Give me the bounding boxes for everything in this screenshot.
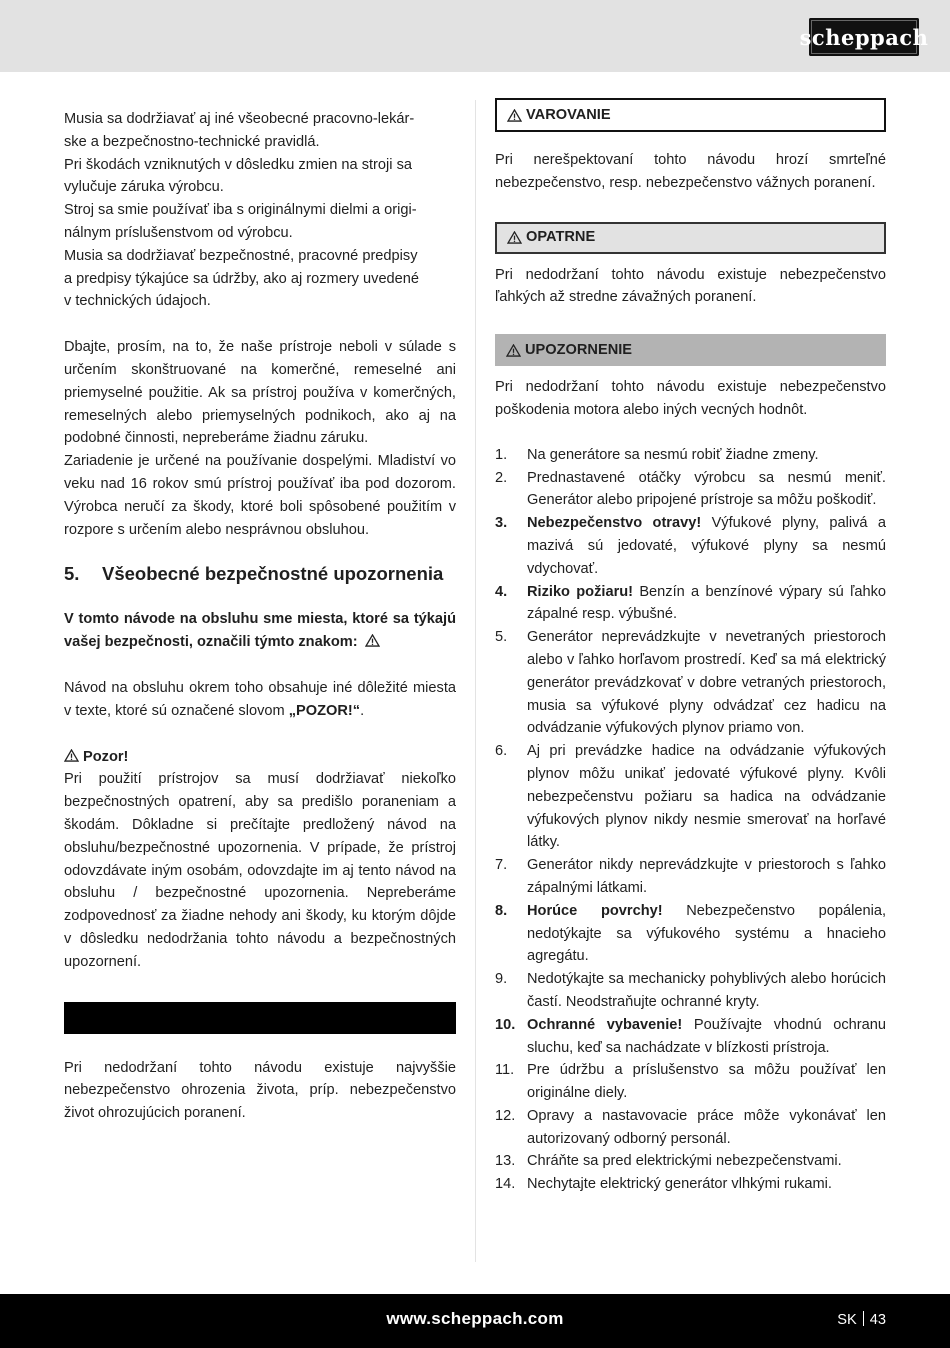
notice-signal-box [495, 334, 886, 366]
column-divider [475, 100, 476, 1262]
safety-list [495, 444, 886, 1196]
intro-line: nálnym príslušenstvom od výrobcu. [64, 224, 293, 241]
separator [863, 1311, 864, 1326]
intro-line: Stroj sa smie používať iba s originálnymi dielmi a origi- [64, 202, 417, 219]
caution-text: Pri nedodržaní tohto návodu existuje nebezpečenstvo ľahkých až stredne závažných poranení. [495, 266, 886, 306]
warning-signal-box [495, 98, 886, 132]
item-lead: Horúce povrchy! [527, 902, 663, 919]
list-item [495, 740, 886, 854]
notice-text: Pri nedodržaní tohto návodu existuje nebezpečenstvo poškodenia motora alebo iných vecných hodnôt. [495, 379, 886, 418]
warning-text: Pri nerešpektovaní tohto návodu hrozí smrteľné nebezpečenstvo, resp. nebezpečenstvo vážnych poranení. [495, 152, 886, 191]
item-text [527, 900, 886, 968]
list-item [495, 1105, 886, 1151]
item-text [527, 467, 886, 513]
item-text [527, 1173, 886, 1196]
item-text [527, 1105, 886, 1151]
marked-intro [64, 608, 456, 654]
intro-line: a predpisy týkajúce sa údržby, ako aj rozmery uvedené [64, 270, 420, 287]
section-title: Všeobecné bezpečnostné upozornenia [102, 563, 444, 585]
item-body: Opravy a nastavovacie práce môže vykonávať len autorizovaný odborný personál. [527, 1107, 886, 1147]
intro-line: ske a bezpečnostno-technické pravidlá. [64, 133, 320, 150]
item-number: 1. [495, 446, 508, 463]
section-number: 5. [64, 563, 80, 585]
footer-bar [0, 1294, 950, 1348]
item-text [527, 581, 886, 627]
list-item [495, 626, 886, 740]
item-number: 11. [495, 1062, 515, 1079]
pozor-heading [64, 746, 456, 769]
pozor-heading-text: Pozor! [83, 748, 129, 765]
notice-label: UPOZORNENIE [525, 341, 633, 358]
list-item [495, 1014, 886, 1060]
intro-line: vylučuje záruka výrobcu. [64, 179, 224, 196]
left-column [64, 108, 456, 1125]
item-body: Na generátore sa nesmú robiť žiadne zmeny. [527, 446, 819, 463]
list-item [495, 1059, 886, 1105]
website-link[interactable]: www.scheppach.com [386, 1309, 564, 1328]
item-body: Generátor nikdy neprevádzkujte v priestoroch s ľahko zápalnými látkami. [527, 857, 886, 896]
item-body: Generátor neprevádzkujte v nevetraných priestoroch alebo v ľahko horľavom prostredí. Keď sa má elektrický generátor prevádzkovať v dobre vetraných priestoroch, musia sa výfukové plyny odvádzať cez hadicu na odvádzanie výfukových plynov priamo von. [527, 629, 886, 737]
other-text-end: . [360, 702, 365, 719]
item-number: 6. [495, 743, 508, 760]
list-item [495, 512, 886, 580]
item-number: 9. [495, 971, 508, 988]
warning-triangle-icon [507, 231, 522, 244]
item-number: 3. [495, 515, 508, 532]
warning-triangle-icon [506, 344, 521, 357]
page-number: 43 [869, 1312, 886, 1328]
item-number: 2. [495, 469, 508, 486]
list-item [495, 900, 886, 968]
item-text [527, 444, 886, 467]
warning-triangle-icon [64, 749, 79, 762]
item-lead: Ochranné vybavenie! [527, 1016, 683, 1033]
language-code: SK [837, 1312, 857, 1328]
item-text [527, 1059, 886, 1105]
item-text [527, 1014, 886, 1060]
usage-paragraph: Dbajte, prosím, na to, že naše prístroje neboli v súlade s určením skonštruované na komerčné, remeselné ani priemyselné použitie. Ak sa prístroj používa v komerčných, remeselných alebo priemyselných podnikoch, ako aj na podobné činnosti, nepreberáme žiadnu záruku. [64, 339, 456, 447]
item-text [527, 1150, 886, 1173]
list-item [495, 444, 886, 467]
item-text [527, 512, 886, 580]
intro-line: Musia sa dodržiavať aj iné všeobecné pracovno-lekár- [64, 111, 415, 127]
pozor-keyword: „POZOR!“ [288, 702, 361, 719]
warning-label: VAROVANIE [526, 106, 611, 123]
item-body: Aj pri prevádzke hadice na odvádzanie výfukových plynov môžu unikať jedovaté výfukové plyny. Kvôli nebezpečenstvu požiaru sa hadica na odvádzanie výfukových plynov nikdy nesmie smerovať na horľavé látky. [527, 743, 886, 851]
scheppach-logo: scheppach [809, 18, 919, 56]
item-text [527, 968, 886, 1014]
other-text-paragraph [64, 677, 456, 723]
other-text: Návod na obsluhu okrem toho obsahuje iné dôležité miesta v texte, ktoré sú označené slovom [64, 679, 456, 719]
caution-label: OPATRNE [526, 229, 596, 246]
list-item [495, 581, 886, 627]
item-body: Výfukové plyny, palivá a mazivá sú jedovaté, výfukové plyny sa nesmú vdychovať. [527, 515, 886, 577]
item-body: Chráňte sa pred elektrickými nebezpečenstvami. [527, 1153, 842, 1170]
item-number: 13. [495, 1153, 516, 1170]
adults-paragraph: Zariadenie je určené na používanie dospelými. Mladiství vo veku nad 16 rokov smú prístroj používať iba pod dozorom. Výrobca neručí za škody, ktoré boli spôsobené použitím v rozpore s určením alebo nesprávnou obsluhou. [64, 453, 456, 538]
item-text [527, 626, 886, 740]
list-item [495, 467, 886, 513]
item-body: Nebezpečenstvo popálenia, nedotýkajte sa výfukového systému a hnacieho agregátu. [527, 902, 886, 965]
intro-line: Musia sa dodržiavať bezpečnostné, pracovné predpisy [64, 247, 418, 264]
list-item [495, 1173, 886, 1196]
right-column [495, 108, 886, 1196]
item-number: 7. [495, 857, 508, 874]
section-heading [64, 563, 456, 585]
item-number: 5. [495, 629, 508, 646]
list-item [495, 968, 886, 1014]
item-body: Používajte vhodnú ochranu sluchu, keď sa nachádzate v blízkosti prístroja. [527, 1016, 886, 1056]
item-number: 4. [495, 583, 508, 600]
item-lead: Riziko požiaru! [527, 583, 634, 600]
danger-signal-box [64, 1002, 456, 1034]
intro-line: Pri škodách vzniknutých v dôsledku zmien na stroji sa [64, 156, 412, 173]
item-text [527, 854, 886, 900]
caution-signal-box [495, 222, 886, 254]
list-item [495, 1150, 886, 1173]
warning-triangle-icon [365, 634, 380, 647]
item-body: Pre údržbu a príslušenstvo sa môžu používať len originálne diely. [527, 1062, 886, 1102]
item-lead: Nebezpečenstvo otravy! [527, 515, 702, 532]
marked-intro-text: V tomto návode na obsluhu sme miesta, ktoré sa týkajú vašej bezpečnosti, označili týmto znakom: [64, 611, 456, 651]
intro-line: v technických údajoch. [64, 293, 211, 310]
warning-triangle-icon [507, 109, 522, 122]
header-bar [0, 0, 950, 72]
item-body: Nedotýkajte sa mechanicky pohyblivých alebo horúcich častí. Neodstraňujte ochranné kryty. [527, 971, 886, 1010]
item-body: Benzín a benzínové výpary sú ľahko zápalné resp. výbušné. [527, 583, 886, 623]
item-text [527, 740, 886, 854]
list-item [495, 854, 886, 900]
item-number: 10. [495, 1016, 516, 1033]
item-body: Nechytajte elektrický generátor vlhkými rukami. [527, 1176, 832, 1193]
item-body: Prednastavené otáčky výrobcu sa nesmú meniť. Generátor alebo pripojené prístroje sa môžu poškodiť. [527, 469, 886, 509]
danger-paragraph: Pri nedodržaní tohto návodu existuje najvyššie nebezpečenstvo ohrozenia života, príp. nebezpečenstvo život ohrozujúcich poranení. [64, 1059, 456, 1122]
page-indicator [837, 1311, 886, 1328]
intro-lines [64, 108, 456, 313]
pozor-paragraph: Pri použití prístrojov sa musí dodržiavať niekoľko bezpečnostných opatrení, aby sa predišlo poraneniam a škodám. Dôkladne si prečítajte predložený návod na obsluhu/bezpečnostné upozornenia. V prípade, že prístroj odovzdávate iným osobám, odovzdajte im aj tento návod na obsluhu / bezpečnostné upozornenia. Nepreberáme zodpovednosť za žiadne nehody ani škody, ku ktorým dôjde v dôsledku nedodržania tohto návodu a bezpečnostných upozornení. [64, 771, 456, 970]
item-number: 12. [495, 1107, 516, 1124]
item-number: 8. [495, 902, 508, 919]
item-number: 14. [495, 1176, 516, 1193]
